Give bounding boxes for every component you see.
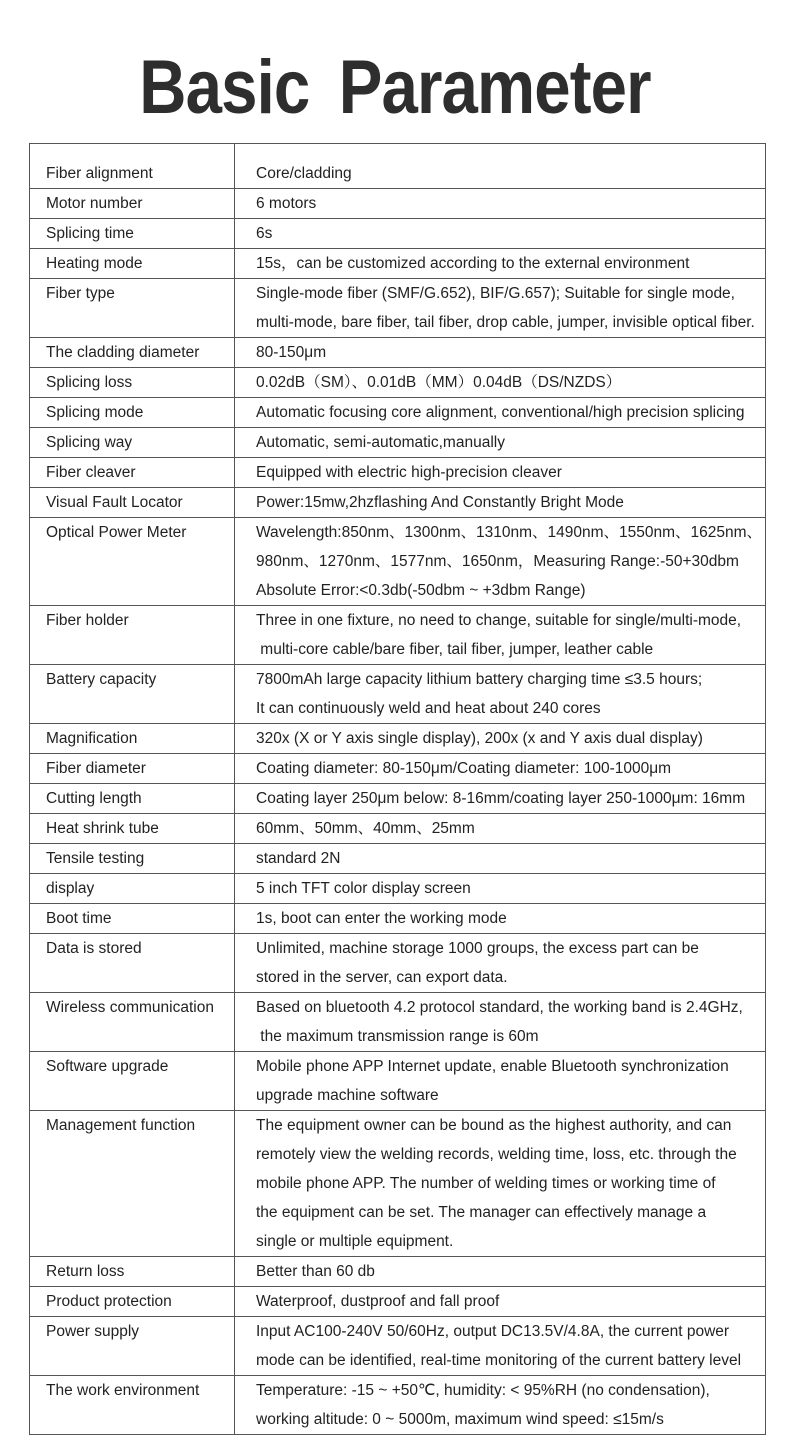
parameter-value	[235, 279, 766, 338]
table-row	[30, 784, 766, 814]
table-row	[30, 428, 766, 458]
parameter-value-line: Coating diameter: 80-150μm/Coating diameter: 100-1000μm	[256, 760, 672, 777]
table-row	[30, 488, 766, 518]
table-row	[30, 279, 766, 338]
table-row	[30, 144, 766, 189]
parameter-name: Splicing loss	[30, 368, 235, 398]
parameter-value-line: Waterproof, dustproof and fall proof	[256, 1293, 500, 1310]
parameter-value-line: standard 2N	[256, 850, 341, 867]
table-row	[30, 338, 766, 368]
parameter-value-line: multi-mode, bare fiber, tail fiber, drop cable, jumper, invisible optical fiber.	[256, 314, 755, 331]
parameter-value	[235, 1257, 766, 1287]
parameter-name: Fiber cleaver	[30, 458, 235, 488]
parameter-value-line: multi-core cable/bare fiber, tail fiber, jumper, leather cable	[256, 641, 654, 658]
parameter-value-line: It can continuously weld and heat about 240 cores	[256, 700, 601, 717]
parameter-value-line: upgrade machine software	[256, 1087, 439, 1104]
parameter-name: Wireless communication	[30, 993, 235, 1052]
parameter-value	[235, 1287, 766, 1317]
parameter-value-line: 6s	[256, 225, 273, 242]
table-row	[30, 754, 766, 784]
parameter-value	[235, 606, 766, 665]
parameter-value-line: 5 inch TFT color display screen	[256, 880, 471, 897]
table-row	[30, 665, 766, 724]
parameter-value	[235, 249, 766, 279]
parameter-value-line: working altitude: 0 ~ 5000m, maximum wind speed: ≤15m/s	[256, 1411, 664, 1428]
parameter-value	[235, 488, 766, 518]
parameter-name: Fiber diameter	[30, 754, 235, 784]
parameter-value-line: stored in the server, can export data.	[256, 969, 508, 986]
table-row	[30, 368, 766, 398]
parameter-name: Boot time	[30, 904, 235, 934]
parameter-name: Fiber alignment	[30, 144, 235, 189]
parameter-name: Optical Power Meter	[30, 518, 235, 606]
table-row	[30, 1257, 766, 1287]
parameter-value-line: Unlimited, machine storage 1000 groups, the excess part can be	[256, 940, 699, 957]
table-row	[30, 844, 766, 874]
parameter-value	[235, 844, 766, 874]
parameter-value-line: single or multiple equipment.	[256, 1233, 454, 1250]
parameter-value	[235, 1317, 766, 1376]
table-row	[30, 518, 766, 606]
parameter-value	[235, 1052, 766, 1111]
parameter-value	[235, 814, 766, 844]
parameter-value-line: Better than 60 db	[256, 1263, 375, 1280]
parameter-value	[235, 1111, 766, 1257]
parameter-name: Splicing way	[30, 428, 235, 458]
parameter-name: Splicing time	[30, 219, 235, 249]
parameter-table	[29, 143, 766, 1435]
parameter-name: Splicing mode	[30, 398, 235, 428]
parameter-value-line: Coating layer 250μm below: 8-16mm/coating layer 250-1000μm: 16mm	[256, 790, 746, 807]
parameter-value-line: 980nm、1270nm、1577nm、1650nm，Measuring Range:-50+30dbm	[256, 553, 739, 570]
table-row	[30, 249, 766, 279]
parameter-value-line: 320x (X or Y axis single display), 200x (x and Y axis dual display)	[256, 730, 703, 747]
parameter-value-line: 7800mAh large capacity lithium battery charging time ≤3.5 hours;	[256, 671, 703, 688]
parameter-name: Software upgrade	[30, 1052, 235, 1111]
parameter-name: Motor number	[30, 189, 235, 219]
parameter-name: Magnification	[30, 724, 235, 754]
parameter-value-line: remotely view the welding records, welding time, loss, etc. through the	[256, 1146, 737, 1163]
parameter-value	[235, 398, 766, 428]
parameter-value	[235, 993, 766, 1052]
parameter-value-line: mobile phone APP. The number of welding times or working time of	[256, 1175, 716, 1192]
parameter-value	[235, 784, 766, 814]
parameter-value	[235, 904, 766, 934]
parameter-value	[235, 219, 766, 249]
parameter-name: The work environment	[30, 1376, 235, 1435]
page-title: Basic Parameter	[139, 45, 651, 130]
parameter-value	[235, 458, 766, 488]
parameter-value-line: Mobile phone APP Internet update, enable Bluetooth synchronization	[256, 1058, 729, 1075]
parameter-value	[235, 1376, 766, 1435]
parameter-name: Visual Fault Locator	[30, 488, 235, 518]
parameter-value	[235, 874, 766, 904]
table-row	[30, 458, 766, 488]
table-row	[30, 1376, 766, 1435]
parameter-name: Tensile testing	[30, 844, 235, 874]
parameter-value-line: Power:15mw,2hzflashing And Constantly Bright Mode	[256, 494, 624, 511]
parameter-name: Cutting length	[30, 784, 235, 814]
parameter-value-line: 1s, boot can enter the working mode	[256, 910, 507, 927]
parameter-value	[235, 934, 766, 993]
parameter-value-line: 15s，can be customized according to the external environment	[256, 255, 690, 272]
table-row	[30, 934, 766, 993]
parameter-value	[235, 428, 766, 458]
parameter-value	[235, 368, 766, 398]
parameter-table-body	[30, 144, 766, 1435]
parameter-name: Management function	[30, 1111, 235, 1257]
parameter-value	[235, 754, 766, 784]
parameter-name: Heat shrink tube	[30, 814, 235, 844]
parameter-value-line: Core/cladding	[256, 165, 352, 182]
table-row	[30, 1317, 766, 1376]
parameter-name: Heating mode	[30, 249, 235, 279]
parameter-name: Fiber type	[30, 279, 235, 338]
parameter-value-line: 60mm、50mm、40mm、25mm	[256, 820, 475, 837]
parameter-value-line: Based on bluetooth 4.2 protocol standard, the working band is 2.4GHz,	[256, 999, 743, 1016]
parameter-value	[235, 189, 766, 219]
parameter-value	[235, 724, 766, 754]
table-row	[30, 398, 766, 428]
table-row	[30, 993, 766, 1052]
parameter-value-line: Absolute Error:<0.3db(-50dbm ~ +3dbm Range)	[256, 582, 586, 599]
parameter-name: Data is stored	[30, 934, 235, 993]
parameter-name: Fiber holder	[30, 606, 235, 665]
parameter-name: Battery capacity	[30, 665, 235, 724]
table-row	[30, 814, 766, 844]
parameter-value	[235, 338, 766, 368]
parameter-value-line: Equipped with electric high-precision cleaver	[256, 464, 562, 481]
parameter-name: Power supply	[30, 1317, 235, 1376]
parameter-value-line: The equipment owner can be bound as the highest authority, and can	[256, 1117, 732, 1134]
parameter-value-line: Single-mode fiber (SMF/G.652), BIF/G.657); Suitable for single mode,	[256, 285, 735, 302]
parameter-name: The cladding diameter	[30, 338, 235, 368]
parameter-value	[235, 665, 766, 724]
table-row	[30, 1287, 766, 1317]
table-row	[30, 606, 766, 665]
parameter-value	[235, 518, 766, 606]
parameter-name: display	[30, 874, 235, 904]
parameter-value-line: Wavelength:850nm、1300nm、1310nm、1490nm、1550nm、1625nm、	[256, 524, 763, 541]
parameter-value	[235, 144, 766, 189]
parameter-value-line: Automatic, semi-automatic,manually	[256, 434, 505, 451]
parameter-value-line: 6 motors	[256, 195, 317, 212]
table-row	[30, 219, 766, 249]
parameter-value-line: Input AC100-240V 50/60Hz, output DC13.5V/4.8A, the current power	[256, 1323, 730, 1340]
parameter-name: Product protection	[30, 1287, 235, 1317]
parameter-value-line: Automatic focusing core alignment, conventional/high precision splicing	[256, 404, 745, 421]
table-row	[30, 1111, 766, 1257]
parameter-value-line: Three in one fixture, no need to change, suitable for single/multi-mode,	[256, 612, 742, 629]
parameter-value-line: 80-150μm	[256, 344, 327, 361]
table-row	[30, 874, 766, 904]
parameter-value-line: the maximum transmission range is 60m	[256, 1028, 539, 1045]
parameter-value-line: 0.02dB（SM）、0.01dB（MM）0.04dB（DS/NZDS）	[256, 374, 622, 391]
parameter-name: Return loss	[30, 1257, 235, 1287]
table-row	[30, 904, 766, 934]
parameter-value-line: Temperature: -15 ~ +50℃, humidity: < 95%RH (no condensation),	[256, 1382, 710, 1399]
table-row	[30, 189, 766, 219]
table-row	[30, 1052, 766, 1111]
table-row	[30, 724, 766, 754]
parameter-value-line: the equipment can be set. The manager can effectively manage a	[256, 1204, 707, 1221]
parameter-value-line: mode can be identified, real-time monitoring of the current battery level	[256, 1352, 742, 1369]
